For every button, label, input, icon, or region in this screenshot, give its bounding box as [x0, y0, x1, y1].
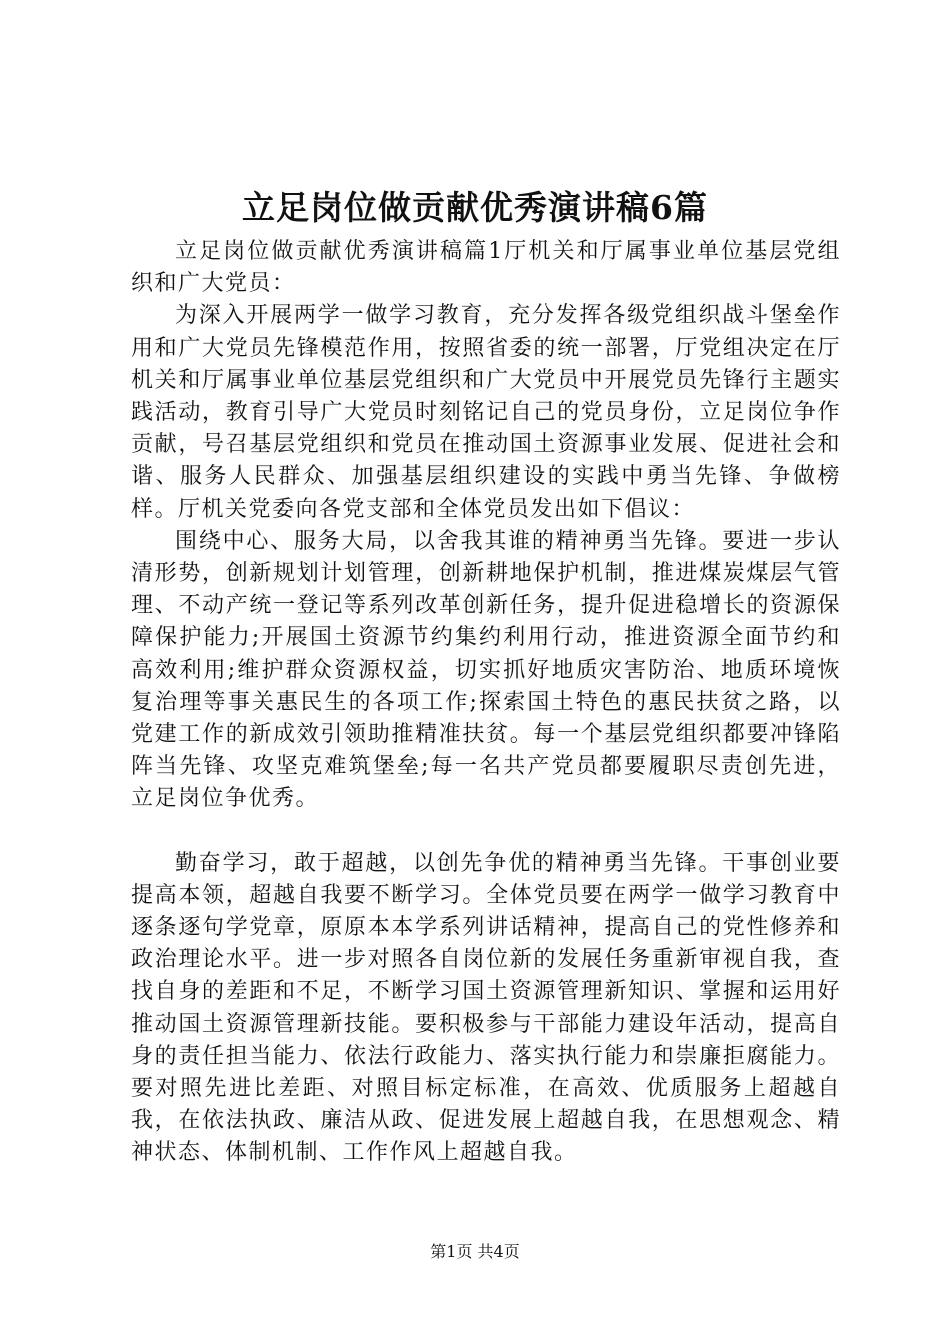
- paragraph-gap: [131, 816, 841, 848]
- page-footer: 第1页 共4页: [430, 1242, 520, 1261]
- paragraph-1: 立足岗位做贡献优秀演讲稿篇1厅机关和厅属事业单位基层党组织和广大党员：: [131, 239, 841, 297]
- document-body: [131, 236, 841, 1170]
- page-title: 立足岗位做贡献优秀演讲稿6篇: [242, 188, 708, 227]
- paragraph-4: 勤奋学习，敢于超越，以创先争优的精神勇当先锋。干事创业要提高本领，超越自我要不断学习。全体党员要在两学一做学习教育中逐条逐句学党章，原原本本学系列讲话精神，提高自己的党性修养和政治理论水平。进一步对照各自岗位新的发展任务重新审视自我，查找自身的差距和不足，不断学习国土资源管理新知识、掌握和运用好推动国土资源管理新技能。要积极参与干部能力建设年活动，提高自身的责任担当能力、依法行政能力、落实执行能力和崇廉拒腐能力。要对照先进比差距、对照目标定标准，在高效、优质服务上超越自我，在依法执政、廉洁从政、促进发展上超越自我，在思想观念、精神状态、体制机制、工作作风上超越自我。: [131, 850, 841, 1166]
- paragraph-3: 围绕中心、服务大局，以舍我其谁的精神勇当先锋。要进一步认清形势，创新规划计划管理，创新耕地保护机制，推进煤炭煤层气管理、不动产统一登记等系列改革创新任务，提升促进稳增长的资源保障保护能力;开展国土资源节约集约利用行动，推进资源全面节约和高效利用;维护群众资源权益，切实抓好地质灾害防治、地质环境恢复治理等事关惠民生的各项工作;探索国土特色的惠民扶贫之路，以党建工作的新成效引领助推精准扶贫。每一个基层党组织都要冲锋陷阵当先锋、攻坚克难筑堡垒;每一名共产党员都要履职尽责创先进，立足岗位争优秀。: [131, 528, 841, 812]
- paragraph-2: 为深入开展两学一做学习教育，充分发挥各级党组织战斗堡垒作用和广大党员先锋模范作用，按照省委的统一部署，厅党组决定在厅机关和厅属事业单位基层党组织和广大党员中开展党员先锋行主题实践活动，教育引导广大党员时刻铭记自己的党员身份，立足岗位争作贡献，号召基层党组织和党员在推动国土资源事业发展、促进社会和谐、服务人民群众、加强基层组织建设的实践中勇当先锋、争做榜样。厅机关党委向各党支部和全体党员发出如下倡议：: [131, 303, 841, 522]
